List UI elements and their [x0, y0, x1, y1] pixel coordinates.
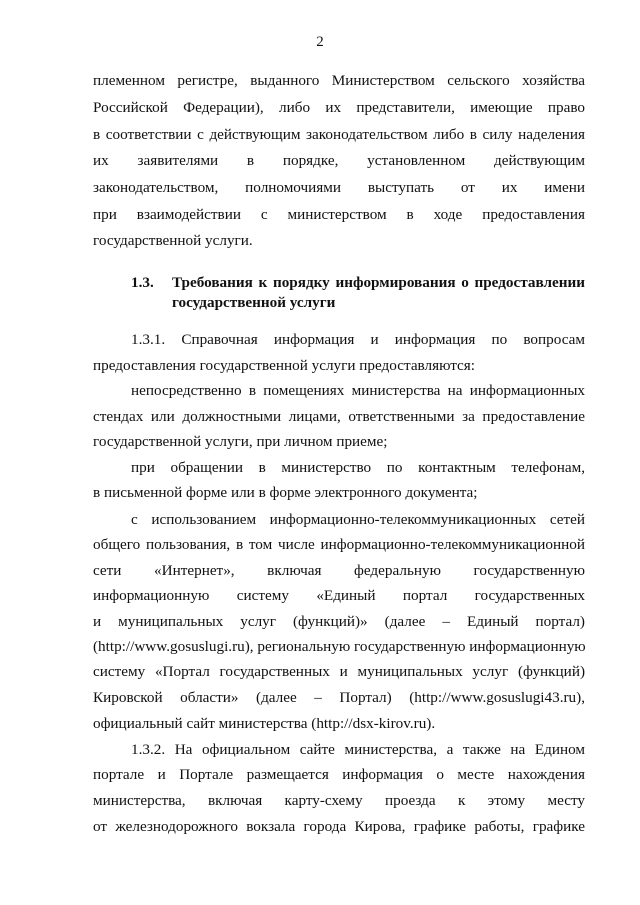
text-line: Российской Федерации), либо их представители, имеющие право [93, 99, 585, 116]
text-line: государственной услуги, при личном приеме; [93, 433, 388, 450]
text-line: портале и Портале размещается информация о месте нахождения [93, 766, 585, 783]
text-line: законодательством, полномочиями выступать от их имени [93, 179, 585, 196]
text-line: предоставления государственной услуги предоставляются: [93, 357, 476, 374]
text-line: племенном регистре, выданного Министерством сельского хозяйства [93, 72, 585, 89]
text-line: стендах или должностными лицами, ответственными за предоставление [93, 408, 585, 425]
text-line: и муниципальных услуг (функций)» (далее – Единый портал) [93, 613, 585, 630]
section-title-line: государственной услуги [172, 294, 336, 311]
text-line: в письменной форме или в форме электронного документа; [93, 484, 478, 501]
text-line: систему «Портал государственных и муниципальных услуг (функций) [93, 663, 585, 680]
text-line: 1.3.1. Справочная информация и информация по вопросам [131, 331, 585, 348]
text-line: при обращении в министерство по контактным телефонам, [131, 459, 585, 476]
text-line: официальный сайт министерства (http://dsx-kirov.ru). [93, 715, 436, 732]
text-line: общего пользования, в том числе информационно-телекоммуникационной [93, 536, 585, 553]
text-line: с использованием информационно-телекоммуникационных сетей [131, 511, 585, 528]
text-line: 1.3.2. На официальном сайте министерства, а также на Едином [131, 741, 585, 758]
text-line: Кировской области» (далее – Портал) (http://www.gosuslugi43.ru), [93, 689, 585, 706]
text-line: государственной услуги. [93, 232, 253, 249]
text-line: министерства, включая карту-схему проезда к этому месту [93, 792, 585, 809]
text-line: (http://www.gosuslugi.ru), региональную государственную информационную [93, 638, 586, 655]
section-title-line: Требования к порядку информирования о предоставлении [172, 274, 585, 291]
text-line: от железнодорожного вокзала города Кирова, графике работы, графике [93, 818, 585, 835]
text-line: информационную систему «Единый портал государственных [93, 587, 585, 604]
text-line: сети «Интернет», включая федеральную государственную [93, 562, 585, 579]
page-number: 2 [316, 34, 324, 50]
text-line: в соответствии с действующим законодательством либо в силу наделения [93, 126, 585, 143]
section-number: 1.3. [131, 274, 154, 291]
text-line: их заявителями в порядке, установленном действующим [93, 152, 585, 169]
text-line: непосредственно в помещениях министерства на информационных [131, 382, 585, 399]
text-line: при взаимодействии с министерством в ходе предоставления [93, 206, 585, 223]
